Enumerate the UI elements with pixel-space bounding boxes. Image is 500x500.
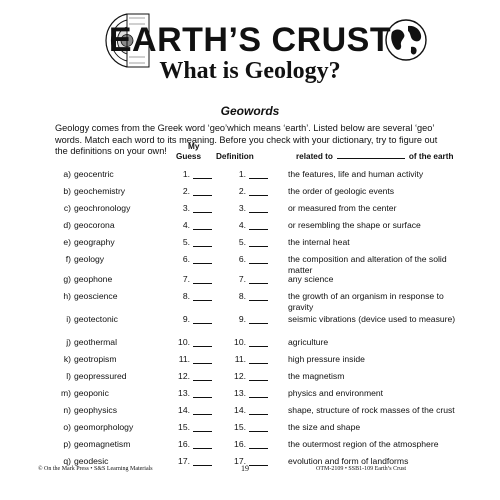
row-letter: l)	[66, 371, 71, 381]
page-number: 19	[241, 464, 249, 473]
guess-number: 13.	[178, 388, 190, 398]
definition-number: 5.	[238, 237, 246, 247]
definition-number: 16.	[234, 439, 246, 449]
row-letter: o)	[63, 422, 71, 432]
definition-text: the features, life and human activity	[288, 169, 424, 179]
page-subtitle: What is Geology?	[159, 58, 341, 84]
guess-answer-blank[interactable]	[193, 229, 212, 230]
definition-text: shape, structure of rock masses of the crust	[288, 405, 455, 415]
definition-text: the outermost region of the atmosphere	[288, 439, 439, 449]
guess-number: 9.	[182, 314, 190, 324]
definition-answer-blank[interactable]	[249, 363, 268, 364]
definition-answer-blank[interactable]	[249, 397, 268, 398]
definition-number: 10.	[234, 337, 246, 347]
guess-answer-blank[interactable]	[193, 346, 212, 347]
row-letter: d)	[63, 220, 71, 230]
row-letter: i)	[66, 314, 71, 324]
guess-number: 4.	[182, 220, 190, 230]
geo-word: geoponic	[74, 388, 109, 398]
row-letter: j)	[66, 337, 71, 347]
definition-text: the size and shape	[288, 422, 361, 432]
guess-answer-blank[interactable]	[193, 448, 212, 449]
section-heading: Geowords	[220, 104, 280, 118]
guess-answer-blank[interactable]	[193, 283, 212, 284]
related-to-label: related to	[296, 152, 333, 161]
geo-word: geotectonic	[74, 314, 118, 324]
definition-text: any science	[288, 274, 334, 284]
row-letter: k)	[63, 354, 71, 364]
definition-answer-blank[interactable]	[249, 346, 268, 347]
definition-number: 11.	[234, 354, 246, 364]
definition-answer-blank[interactable]	[249, 465, 268, 466]
guess-answer-blank[interactable]	[193, 414, 212, 415]
guess-number: 14.	[178, 405, 190, 415]
definition-answer-blank[interactable]	[249, 431, 268, 432]
definition-number: 13.	[234, 388, 246, 398]
related-blank-line	[337, 158, 405, 159]
guess-number: 17.	[178, 456, 190, 466]
definition-answer-blank[interactable]	[249, 263, 268, 264]
guess-number: 7.	[182, 274, 190, 284]
column-header-definition: Definition	[216, 152, 254, 161]
definition-answer-blank[interactable]	[249, 195, 268, 196]
guess-answer-blank[interactable]	[193, 465, 212, 466]
geo-word: geocorona	[74, 220, 115, 230]
row-letter: b)	[63, 186, 71, 196]
geo-word: geothermal	[74, 337, 117, 347]
intro-paragraph: Geology comes from the Greek word ‘geo’which means ‘earth’. Listed below are several ‘geo’ words. Match each word to its meaning. Before you check with your dictionary, try to figure out the definitions on your own!	[55, 123, 438, 156]
row-letter: f)	[65, 254, 71, 264]
definition-text: the order of geologic events	[288, 186, 395, 196]
definition-text: evolution and form of landforms	[288, 456, 409, 466]
guess-answer-blank[interactable]	[193, 195, 212, 196]
guess-answer-blank[interactable]	[193, 300, 212, 301]
column-header-related	[296, 152, 453, 162]
definition-answer-blank[interactable]	[249, 178, 268, 179]
definition-number: 3.	[238, 203, 246, 213]
guess-number: 8.	[182, 291, 190, 301]
row-letter: n)	[63, 405, 71, 415]
definition-answer-blank[interactable]	[249, 212, 268, 213]
geo-word: geology	[74, 254, 105, 264]
page-title: EARTH’S CRUST	[108, 21, 392, 59]
definition-answer-blank[interactable]	[249, 300, 268, 301]
definition-number: 15.	[234, 422, 246, 432]
guess-number: 3.	[182, 203, 190, 213]
definition-number: 12.	[234, 371, 246, 381]
geo-word: geomagnetism	[74, 439, 131, 449]
guess-answer-blank[interactable]	[193, 246, 212, 247]
geo-word: geoscience	[74, 291, 118, 301]
guess-answer-blank[interactable]	[193, 323, 212, 324]
guess-answer-blank[interactable]	[193, 431, 212, 432]
guess-number: 15.	[178, 422, 190, 432]
column-header-guess: Guess	[176, 152, 202, 161]
guess-answer-blank[interactable]	[193, 178, 212, 179]
guess-number: 6.	[182, 254, 190, 264]
definition-text: seismic vibrations (device used to measure)	[288, 314, 456, 324]
definition-answer-blank[interactable]	[249, 380, 268, 381]
definition-number: 8.	[238, 291, 246, 301]
footer-publisher: © On the Mark Press • S&S Learning Materials	[38, 466, 153, 472]
guess-answer-blank[interactable]	[193, 363, 212, 364]
geo-word: geomorphology	[74, 422, 134, 432]
geo-word: geopressured	[74, 371, 127, 381]
row-letter: m)	[60, 388, 71, 398]
guess-number: 10.	[178, 337, 190, 347]
definition-text: the internal heat	[288, 237, 350, 247]
geo-word: geochemistry	[74, 186, 126, 196]
guess-number: 16.	[178, 439, 190, 449]
definition-answer-blank[interactable]	[249, 448, 268, 449]
definition-number: 17.	[234, 456, 246, 466]
footer-series: OTM-2109 • SSB1-109 Earth’s Crust	[316, 466, 407, 472]
definition-text: or measured from the center	[288, 203, 397, 213]
guess-number: 1.	[182, 169, 190, 179]
row-letter: h)	[63, 291, 71, 301]
definition-answer-blank[interactable]	[249, 283, 268, 284]
guess-number: 2.	[182, 186, 190, 196]
definition-text: the composition and alteration of the solid matter	[288, 254, 447, 275]
definition-text: the growth of an organism in response to gravity	[288, 291, 444, 312]
row-letter: g)	[63, 274, 71, 284]
row-letter: a)	[63, 169, 71, 179]
row-letter: p)	[63, 439, 71, 449]
geo-word: geography	[74, 237, 115, 247]
geo-word: geochronology	[74, 203, 131, 213]
definition-answer-blank[interactable]	[249, 323, 268, 324]
definition-text: physics and environment	[288, 388, 384, 398]
row-letter: q)	[63, 456, 71, 466]
geo-word: geodesic	[74, 456, 109, 466]
geo-word: geocentric	[74, 169, 114, 179]
definition-number: 14.	[234, 405, 246, 415]
definition-number: 9.	[238, 314, 246, 324]
definition-number: 4.	[238, 220, 246, 230]
definition-text: or resembling the shape or surface	[288, 220, 421, 230]
guess-answer-blank[interactable]	[193, 212, 212, 213]
guess-answer-blank[interactable]	[193, 397, 212, 398]
guess-answer-blank[interactable]	[193, 380, 212, 381]
definition-text: agriculture	[288, 337, 329, 347]
geo-word: geotropism	[74, 354, 117, 364]
geo-word: geophone	[74, 274, 113, 284]
definition-text: the magnetism	[288, 371, 345, 381]
row-letter: e)	[63, 237, 71, 247]
row-letter: c)	[63, 203, 71, 213]
geo-word: geophysics	[74, 405, 117, 415]
column-header-my: My	[188, 142, 200, 151]
definition-answer-blank[interactable]	[249, 414, 268, 415]
guess-number: 11.	[178, 354, 190, 364]
definition-number: 6.	[238, 254, 246, 264]
of-the-earth-label: of the earth	[408, 152, 454, 161]
definition-answer-blank[interactable]	[249, 229, 268, 230]
guess-number: 5.	[182, 237, 190, 247]
definition-number: 7.	[238, 274, 246, 284]
definition-number: 2.	[238, 186, 246, 196]
guess-answer-blank[interactable]	[193, 263, 212, 264]
definition-text: high pressure inside	[288, 354, 365, 364]
definition-answer-blank[interactable]	[249, 246, 268, 247]
definition-number: 1.	[238, 169, 246, 179]
guess-number: 12.	[178, 371, 190, 381]
